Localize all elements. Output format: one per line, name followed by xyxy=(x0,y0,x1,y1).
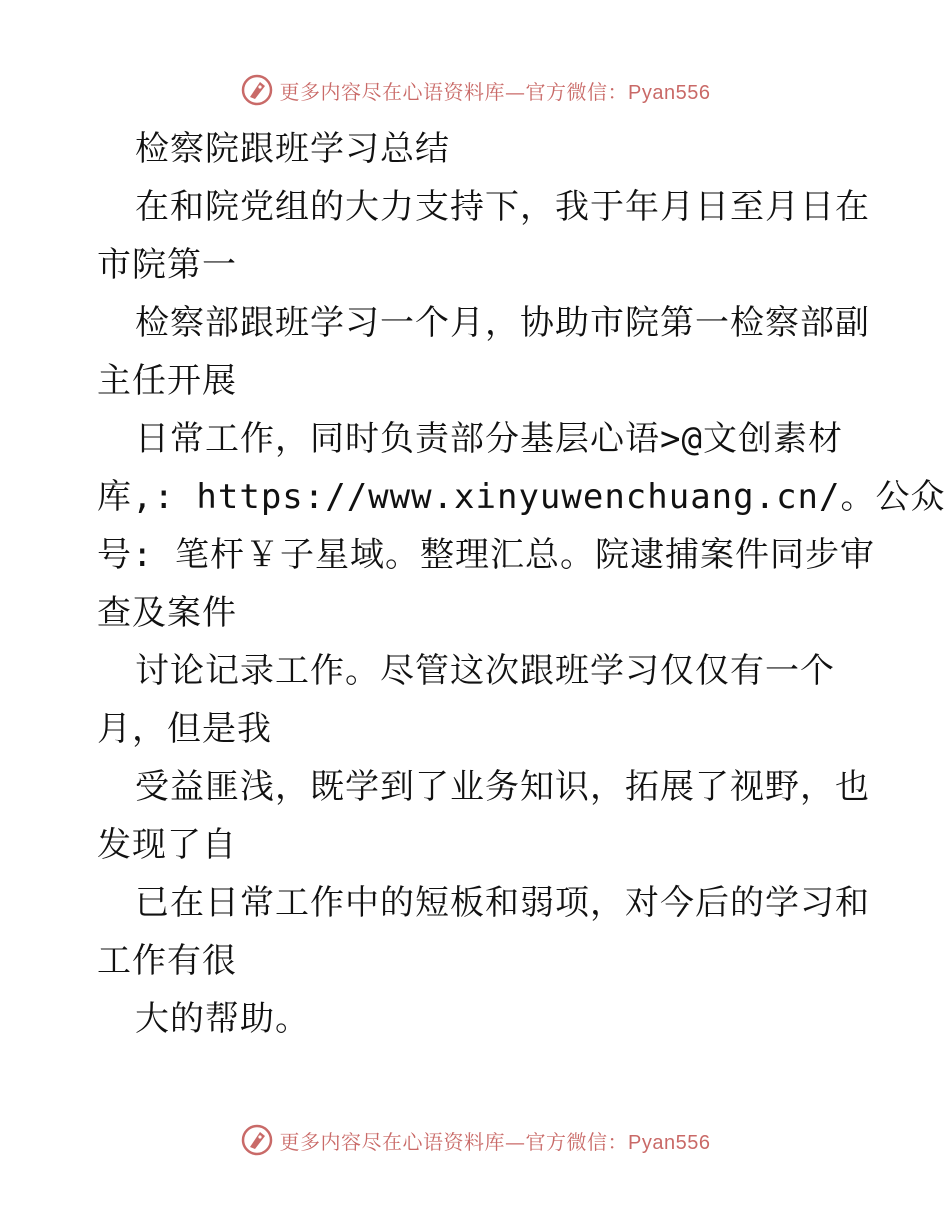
document-line: 在和院党组的大力支持下，我于年月日至月日在 xyxy=(135,187,870,227)
document-line: 号: 笔杆￥子星域。整理汇总。院逮捕案件同步审 xyxy=(97,535,875,575)
banner-text: 更多内容尽在心语资料库—官方微信：Pyan556 xyxy=(279,1129,711,1154)
banner-text: 更多内容尽在心语资料库—官方微信：Pyan556 xyxy=(279,79,711,104)
document-line: 受益匪浅，既学到了业务知识，拓展了视野，也 xyxy=(135,767,870,807)
document-line: 日常工作，同时负责部分基层心语>@文创素材 xyxy=(135,419,843,459)
header-banner xyxy=(0,70,950,110)
document-line: 大的帮助。 xyxy=(135,999,310,1039)
document-line: 主任开展 xyxy=(97,361,237,401)
document-line: 市院第一 xyxy=(97,245,237,285)
document-line: 发现了自 xyxy=(97,825,237,865)
document-line: 月，但是我 xyxy=(97,709,272,749)
document-line: 检察部跟班学习一个月，协助市院第一检察部副 xyxy=(135,303,870,343)
document-body xyxy=(97,120,946,1048)
footer-banner xyxy=(0,1120,950,1160)
pen-nib-logo-icon xyxy=(240,73,274,107)
document-line: 库,: https://www.xinyuwenchuang.cn/。公众 xyxy=(97,477,946,517)
document-line: 工作有很 xyxy=(97,941,237,981)
pen-nib-logo-icon xyxy=(240,1123,274,1157)
document-title: 检察院跟班学习总结 xyxy=(135,129,450,169)
document-line: 已在日常工作中的短板和弱项，对今后的学习和 xyxy=(135,883,870,923)
document-line: 查及案件 xyxy=(97,593,237,633)
document-line: 讨论记录工作。尽管这次跟班学习仅仅有一个 xyxy=(135,651,835,691)
